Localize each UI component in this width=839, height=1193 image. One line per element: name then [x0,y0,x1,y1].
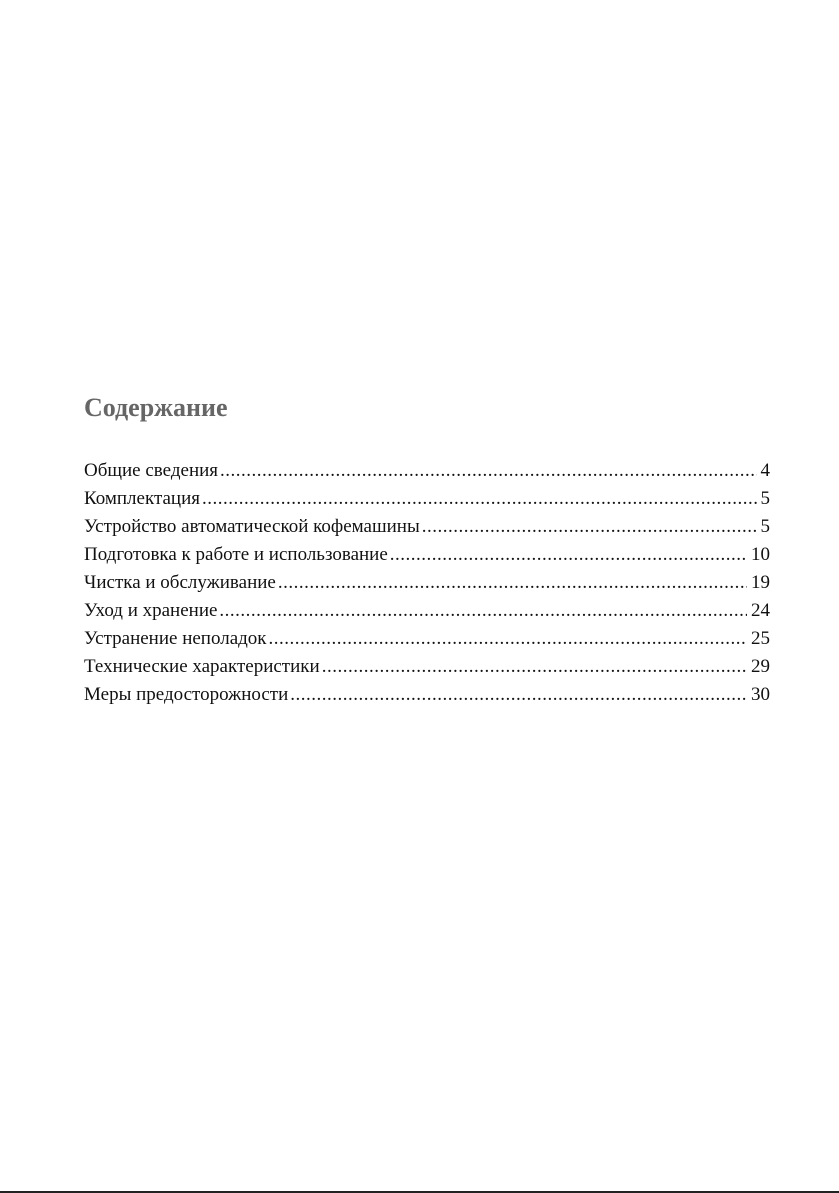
toc-entry-page: 10 [751,544,770,565]
toc-entry[interactable] [84,681,770,709]
dot-leader [219,597,747,625]
toc-entry-page: 30 [751,684,770,705]
toc-entry-label: Подготовка к работе и использование [84,544,388,565]
toc-title: Содержание [84,393,228,422]
toc-entry-page: 25 [751,628,770,649]
toc-entry-page: 4 [760,460,770,481]
toc-entry[interactable] [84,569,770,597]
dot-leader [290,681,747,709]
toc-entry[interactable] [84,597,770,625]
dot-leader [269,625,747,653]
toc-entry-page: 29 [751,656,770,677]
toc-list [84,457,770,709]
dot-leader [220,457,756,485]
toc-entry-label: Устройство автоматической кофемашины [84,516,420,537]
toc-entry[interactable] [84,457,770,485]
toc-entry-label: Технические характеристики [84,656,320,677]
toc-entry-page: 19 [751,572,770,593]
toc-entry-page: 24 [751,600,770,621]
toc-entry[interactable] [84,541,770,569]
toc-entry-page: 5 [760,488,770,509]
table-of-contents [84,386,770,709]
toc-entry-label: Меры предосторожности [84,684,289,705]
dot-leader [322,653,747,681]
toc-entry-label: Комплектация [84,488,200,509]
toc-entry-label: Общие сведения [84,460,219,481]
dot-leader [202,485,757,513]
dot-leader [390,541,747,569]
toc-entry-label: Устранение неполадок [84,628,267,649]
dot-leader [422,513,757,541]
toc-entry[interactable] [84,653,770,681]
toc-entry-page: 5 [760,516,770,537]
toc-entry-label: Чистка и обслуживание [84,572,276,593]
toc-entry[interactable] [84,625,770,653]
toc-entry-label: Уход и хранение [84,600,218,621]
dot-leader [278,569,747,597]
toc-entry[interactable] [84,485,770,513]
toc-entry[interactable] [84,513,770,541]
